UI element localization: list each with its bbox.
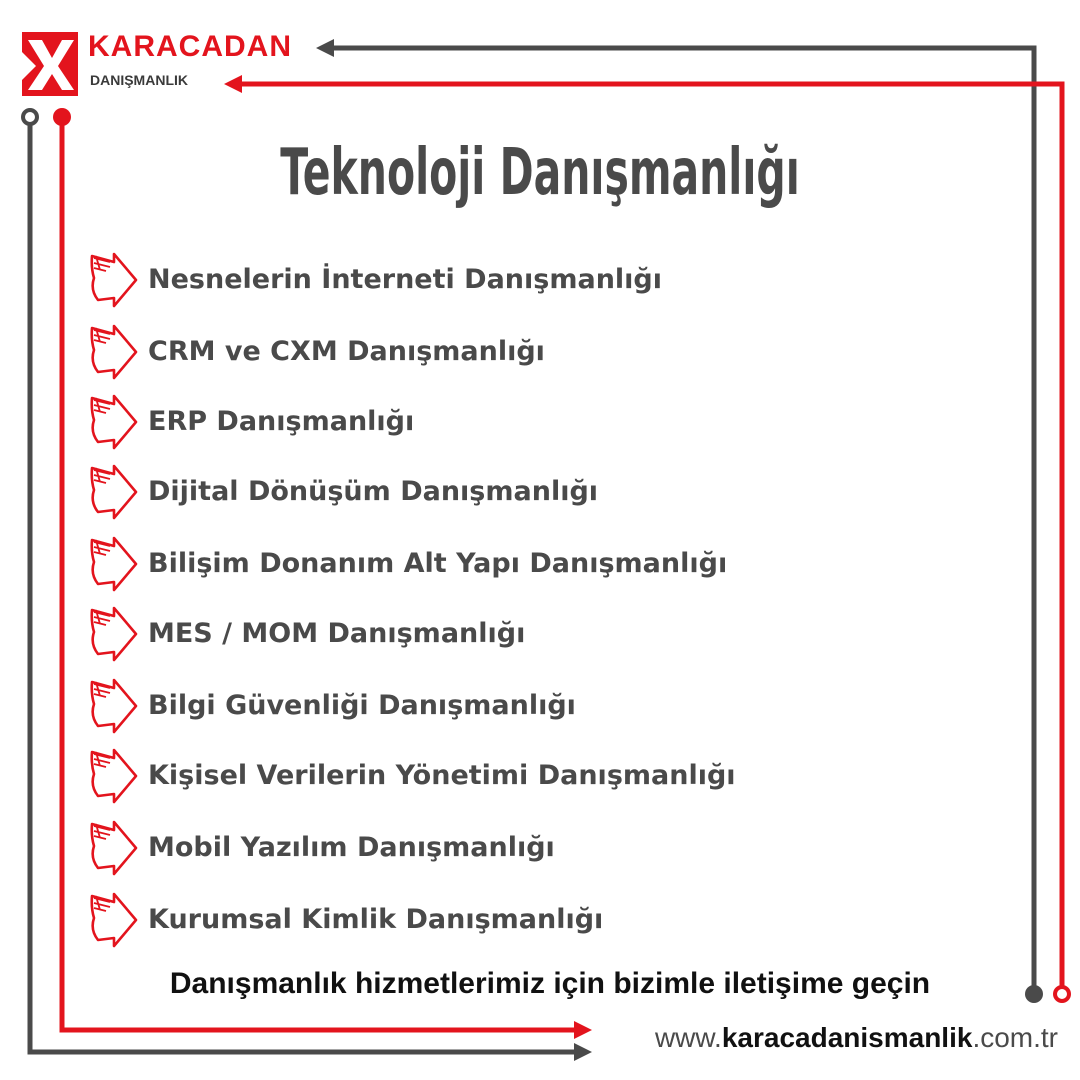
page-title: Teknoloji Danışmanlığı bbox=[280, 136, 800, 210]
service-label: Mobil Yazılım Danışmanlığı bbox=[148, 832, 555, 863]
service-label: MES / MOM Danışmanlığı bbox=[148, 618, 526, 649]
service-label: Bilişim Donanım Alt Yapı Danışmanlığı bbox=[148, 548, 728, 579]
hand-arrow-icon bbox=[88, 746, 140, 806]
website-prefix: www. bbox=[654, 1022, 722, 1053]
service-label: Kişisel Verilerin Yönetimi Danışmanlığı bbox=[148, 760, 736, 791]
hand-arrow-icon bbox=[88, 604, 140, 664]
brand-subtitle: DANIŞMANLIK bbox=[90, 72, 188, 88]
website-suffix: .com.tr bbox=[972, 1022, 1058, 1053]
contact-cta: Danışmanlık hizmetlerimiz için bizimle iletişime geçin bbox=[169, 967, 931, 1000]
hand-arrow-icon bbox=[88, 818, 140, 878]
website-domain: karacadanismanlik bbox=[721, 1022, 973, 1053]
service-label: ERP Danışmanlığı bbox=[148, 406, 415, 437]
service-label: Bilgi Güvenliği Danışmanlığı bbox=[148, 690, 576, 721]
service-label: Kurumsal Kimlik Danışmanlığı bbox=[148, 904, 604, 935]
hand-arrow-icon bbox=[88, 462, 140, 522]
service-label: CRM ve CXM Danışmanlığı bbox=[148, 336, 545, 367]
hand-arrow-icon bbox=[88, 676, 140, 736]
brand-name: KARACADAN bbox=[88, 30, 292, 63]
service-label: Nesnelerin İnterneti Danışmanlığı bbox=[148, 264, 663, 295]
hand-arrow-icon bbox=[88, 250, 140, 310]
hand-arrow-icon bbox=[88, 322, 140, 382]
service-label: Dijital Dönüşüm Danışmanlığı bbox=[148, 476, 599, 507]
hand-arrow-icon bbox=[88, 392, 140, 452]
hand-arrow-icon bbox=[88, 534, 140, 594]
hand-arrow-icon bbox=[88, 890, 140, 950]
website-link[interactable] bbox=[655, 1018, 1058, 1058]
